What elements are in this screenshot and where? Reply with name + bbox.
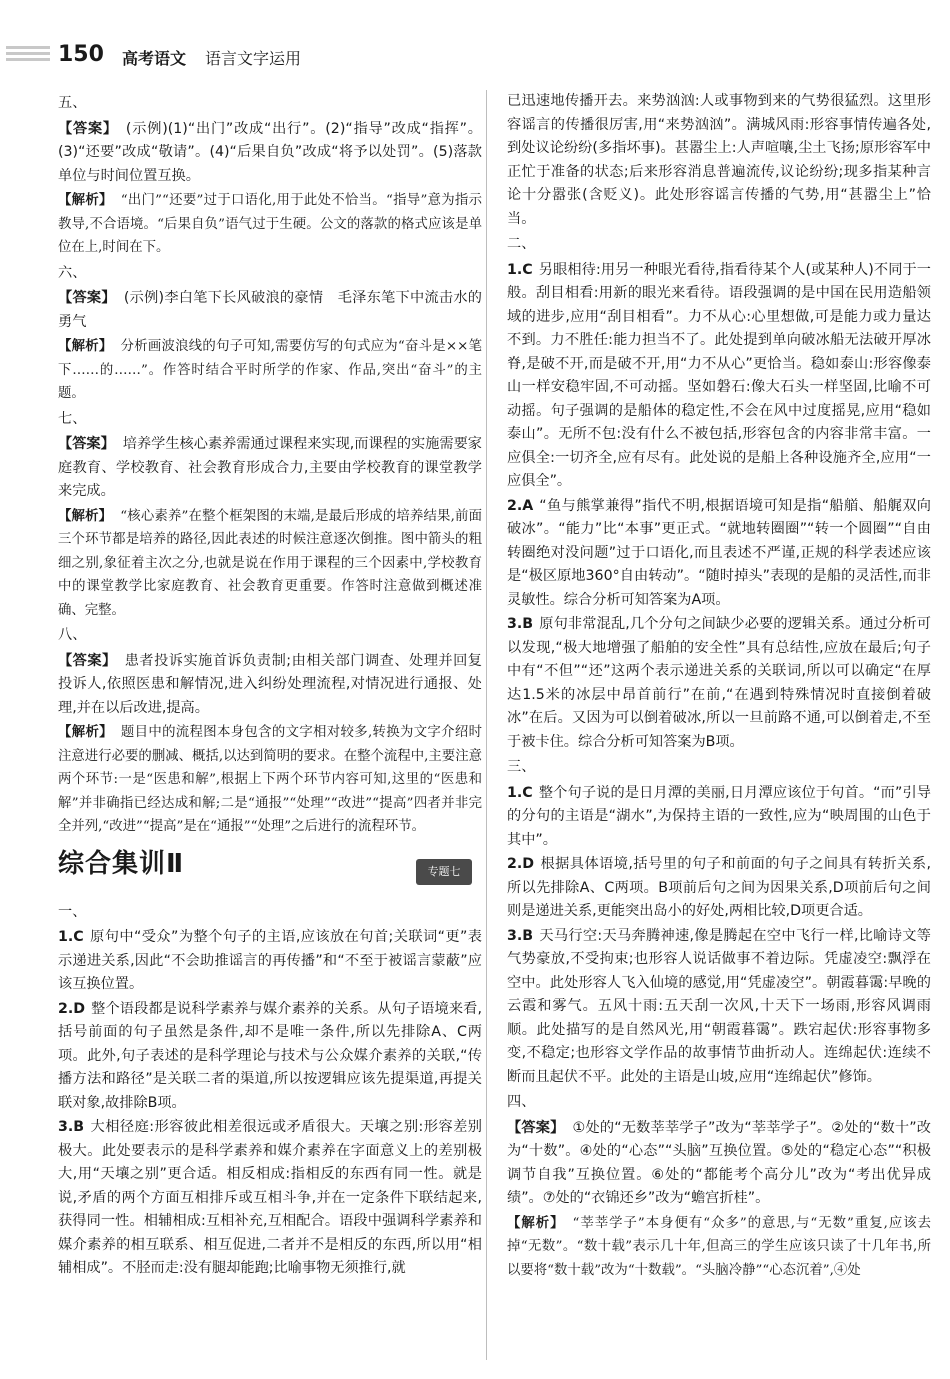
- answer-text: ①处的“无数莘莘学子”改为“莘莘学子”。②处的“数十”改为“十数”。④处的“心态”“头脑”互换位置。⑤处的“稳定心态”“积极调节自我”互换位置。⑥处的“都能考个高分儿”改为“考出优异成绩”。⑦处的“衣锦还乡”改为“蟾宫折桂”。: [507, 1119, 931, 1206]
- analysis-block: [507, 1212, 931, 1283]
- answer-block: [58, 433, 482, 504]
- continued-text: 已迅速地传播开去。来势汹汹:人或事物到来的气势很猛烈。这里形容谣言的传播很厉害,用“来势汹汹”。满城风雨:形容事情传遍各处,到处议论纷纷(多指坏事)。甚嚣尘上:人声喧嚷,尘土飞扬;原形容军中正忙于准备的状态;后来形容消息普遍流传,议论纷纷;现多指某种言论十分嚣张(含贬义)。此处形容谣言传播的气势,用“甚嚣尘上”恰当。: [507, 93, 931, 227]
- section-marker: 七、: [58, 410, 87, 427]
- analysis-text: “出门”“还要”过于口语化,用于此处不恰当。“指导”意为指示教导,不合语境。“后果自负”语气过于生硬。公文的落款的格式应该是单位在上,时间在下。: [58, 193, 482, 255]
- question-text: 大相径庭:形容彼此相差很远或矛盾很大。天壤之别:形容差别极大。此处要表示的是科学素养和媒介素养在字面意义上的差别极大,用“天壤之别”更合适。相反相成:指相反的东西有同一性。就是说,矛盾的两个方面互相排斥或互相斗争,并在一定条件下联结起来,获得同一性。相辅相成:互相补充,互相配合。语段中强调科学素养和媒介素养的相互联系、相互促进,二者并不是相反的东西,所以用“相辅相成”。不胫而走:没有腿却能跑;比喻事物无须推行,就: [58, 1119, 482, 1276]
- question-text: 天马行空:天马奔腾神速,像是腾起在空中飞行一样,比喻诗文等气势豪放,不受拘束;也形容人说话做事不着边际。凭虚凌空:飘浮在空中。此处形容人飞入仙境的感觉,用“凭虚凌空”。朝霞暮霭:早晚的云霞和雾气。五风十雨:五天刮一次风,十天下一场雨,形容风调雨顺。此处描写的是自然风光,用“朝霞暮霭”。跌宕起伏:形容事物多变,不稳定;也形容文学作品的故事情节曲折动人。连绵起伏:连续不断而且起伏不平。此处的主语是山坡,应用“连绵起伏”修饰。: [507, 927, 931, 1085]
- question-number: 2.D: [507, 856, 535, 872]
- section-heading: [58, 845, 482, 897]
- answer-text: 患者投诉实施首诉负责制;由相关部门调查、处理并回复投诉人,依照医患和解情况,进入纠纷处理流程,对情况进行通报、处理,并在以后改进,提高。: [58, 652, 482, 716]
- question-number: 2.D: [58, 1000, 86, 1017]
- section-marker: 一、: [58, 903, 87, 920]
- question-text: 整个语段都是说科学素养与媒介素养的关系。从句子语境来看,括号前面的句子虽然是条件,却不是唯一条件,所以先排除A、C两项。此外,句子表述的是科学理论与技术与公众媒介素养的关联,“传播方法和路径”是关联二者的渠道,所以按逻辑应该先提渠道,再提关联对象,故排除B项。: [58, 1000, 482, 1111]
- page-number: 150: [58, 42, 104, 67]
- analysis-block: [58, 505, 482, 623]
- question-answer: [507, 495, 931, 613]
- answer-block: [58, 118, 482, 189]
- answer-text: (示例)李白笔下长风破浪的豪情 毛泽东笔下中流击水的勇气: [58, 290, 482, 330]
- left-column: [58, 90, 482, 1282]
- answer-tag: 【答案】: [58, 120, 118, 137]
- answer-tag: 【答案】: [58, 652, 117, 669]
- question-answer: [507, 925, 931, 1090]
- right-column: [507, 90, 931, 1283]
- question-text: 另眼相待:用另一种眼光看待,指看待某个人(或某种人)不同于一般。刮目相看:用新的眼光来看待。语段强调的是中国在民用造船领域的进步,应用“刮目相看”。力不从心:心里想做,可是能力或力量达不到。力不胜任:能力担当不了。此处提到单向破冰船无法破开厚冰脊,是破不开,而是破不开,用“力不从心”更恰当。稳如泰山:形容像泰山一样安稳牢固,不可动摇。坚如磐石:像大石头一样坚固,比喻不可动摇。句子强调的是船体的稳定性,不会在风中过度摇晃,应用“稳如泰山”。无所不包:没有什么不被包括,形容包含的内容非常丰富。一应俱全:一切齐全,应有尽有。此处说的是船上各种设施齐全,应用“一应俱全”。: [507, 261, 931, 489]
- question-answer: [507, 782, 931, 853]
- analysis-tag: 【解析】: [507, 1214, 565, 1231]
- section-marker: 六、: [58, 264, 87, 281]
- page-header: [0, 38, 950, 74]
- analysis-text: 分析画波浪线的句子可知,需要仿写的句式应为“奋斗是××笔下……的……”。作答时结合平时所学的作家、作品,突出“奋斗”的主题。: [58, 339, 483, 401]
- answer-tag: 【答案】: [507, 1119, 565, 1136]
- question-answer: [58, 926, 482, 997]
- topic-badge: 专题七: [416, 859, 472, 885]
- section-marker: 三、: [507, 759, 536, 775]
- question-answer: [507, 613, 931, 754]
- heading-text: 综合集训Ⅱ: [58, 848, 185, 879]
- question-number: 2.A: [507, 497, 534, 514]
- analysis-tag: 【解析】: [58, 724, 113, 740]
- question-answer: [58, 1116, 482, 1281]
- answer-tag: 【答案】: [58, 290, 116, 306]
- question-answer: [507, 853, 931, 924]
- question-text: 根据具体语境,括号里的句子和前面的句子之间具有转折关系,所以先排除A、C两项。B项前后句之间为因果关系,D项前后句之间则是递进关系,更能突出岛小的好处,两相比较,D项更合适。: [507, 856, 931, 919]
- analysis-tag: 【解析】: [58, 192, 113, 208]
- question-number: 1.C: [58, 929, 84, 945]
- section-marker: 五、: [58, 95, 87, 111]
- answer-block: [58, 287, 482, 334]
- analysis-tag: 【解析】: [58, 507, 113, 524]
- analysis-block: [58, 189, 482, 260]
- section-marker: 四、: [507, 1094, 536, 1110]
- analysis-text: 题目中的流程图本身包含的文字相对较多,转换为文字介绍时注意进行必要的删减、概括,以达到简明的要求。在整个流程中,主要注意两个环节:一是“医患和解”,根据上下两个环节内容可知,这里的“医患和解”并非确指已经达成和解;二是“通报”“处理”“改进”“提高”四者并非完全并列,“改进”“提高”是在“通报”“处理”之后进行的流程环节。: [58, 725, 482, 834]
- analysis-text: “莘莘学子”本身便有“众多”的意思,与“无数”重复,应该去掉“无数”。“数十载”表示几十年,但高三的学生应该只读了十几年书,所以要将“数十载”改为“十数载”。“头脑冷静”“心态沉着”,④处: [507, 1215, 932, 1278]
- section-marker: 二、: [507, 236, 536, 252]
- analysis-block: [58, 721, 482, 839]
- answer-block: [507, 1117, 931, 1211]
- question-answer: [58, 998, 482, 1116]
- section-title: 语言文字运用: [205, 49, 302, 68]
- analysis-block: [58, 335, 482, 406]
- question-answer: [507, 259, 931, 494]
- answer-text: (示例)(1)“出门”改成“出行”。(2)“指导”改成“指挥”。(3)“还要”改成“敬请”。(4)“后果自负”改成“将予以处罚”。(5)落款单位与时间位置互换。: [58, 120, 482, 184]
- answer-block: [58, 650, 482, 721]
- analysis-tag: 【解析】: [58, 338, 113, 354]
- question-text: 原句中“受众”为整个句子的主语,应该放在句首;关联词“更”表示递进关系,因此“不会助推谣言的再传播”和“不至于被谣言蒙蔽”应该互换位置。: [58, 929, 482, 992]
- analysis-text: “核心素养”在整个框架图的末端,是最后形成的培养结果,前面三个环节都是培养的路径,因此表述的时候注意逐次倒推。图中箭头的粗细之别,象征着主次之分,也就是说在作用于课程的三个因素中,学校教育中的课堂教学比家庭教育、社会教育更重要。作答时注意做到概述准确、完整。: [58, 508, 483, 618]
- question-number: 1.C: [507, 784, 533, 801]
- header-decoration: [6, 46, 50, 72]
- question-text: 原句非常混乱,几个分句之间缺少必要的逻辑关系。通过分析可以发现,“极大地增强了船舶的安全性”具有总结性,应放在最后;句子中有“不但”“还”这两个表示递进关系的关联词,所以可以确定“在厚达1.5米的冰层中昂首前行”在前,“在遇到特殊情况时直接倒着破冰”在后。又因为可以倒着破冰,所以一旦前路不通,可以倒着走,不至于被卡住。综合分析可知答案为B项。: [507, 616, 931, 750]
- answer-tag: 【答案】: [58, 436, 115, 452]
- question-text: 整个句子说的是日月潭的美丽,日月潭应该位于句首。“而”引导的分句的主语是“湖水”,为保持主语的一致性,应为“映周围的山色于其中”。: [507, 784, 931, 848]
- question-text: “鱼与熊掌兼得”指代不明,根据语境可知是指“船艏、船艉双向破冰”。“能力”比“本事”更正式。“就地转圈圈”“转一个圆圈”“自由转圈绝对没问题”过于口语化,而且表述不严谨,正规的科学表述应该是“极区原地360°自由转动”。“随时掉头”表现的是船的灵活性,而非灵敏性。综合分析可知答案为A项。: [507, 497, 931, 608]
- question-number: 3.B: [507, 927, 534, 944]
- answer-text: 培养学生核心素养需通过课程来实现,而课程的实施需要家庭教育、学校教育、社会教育形成合力,主要由学校教育的课堂教学来完成。: [58, 436, 482, 499]
- question-number: 3.B: [58, 1119, 85, 1135]
- column-divider: [486, 90, 487, 1360]
- section-marker: 八、: [58, 627, 87, 643]
- question-number: 3.B: [507, 616, 534, 632]
- question-number: 1.C: [507, 261, 533, 278]
- book-title: 高考语文: [122, 49, 187, 68]
